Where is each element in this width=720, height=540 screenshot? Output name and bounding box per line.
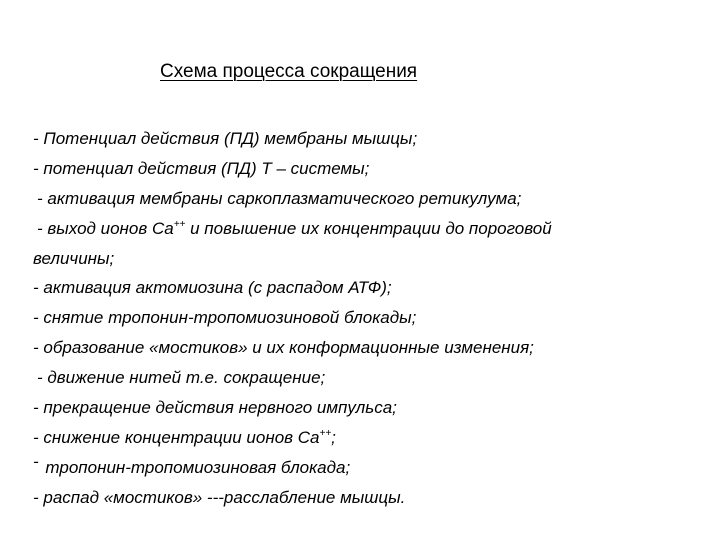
slide-title: Схема процесса сокращения <box>160 61 418 82</box>
step-text: и повышение их концентрации до пороговой <box>185 219 552 238</box>
list-item: - образование «мостиков» и их конформационные изменения; <box>33 338 534 357</box>
list-item: - потенциал действия (ПД) Т – системы; <box>33 159 370 178</box>
contraction-steps-list <box>33 124 693 513</box>
list-item-continuation: величины; <box>33 249 115 268</box>
list-item: - активация актомиозина (с распадом АТФ); <box>33 278 392 297</box>
list-item <box>33 423 693 453</box>
list-item: - Потенциал действия (ПД) мембраны мышцы; <box>33 129 418 148</box>
step-text: тропонин-тропомиозиновая блокада; <box>40 458 351 477</box>
bullet-dash: - <box>33 452 39 471</box>
ion-charge: ++ <box>319 428 332 439</box>
step-text: ; <box>331 428 336 447</box>
list-item <box>33 214 693 244</box>
step-text: - снижение концентрации ионов Ca <box>33 428 320 447</box>
ion-charge: ++ <box>173 219 186 230</box>
list-item: - активация мембраны саркоплазматического ретикулума; <box>37 189 522 208</box>
list-item <box>33 453 693 483</box>
list-item: - снятие тропонин-тропомиозиновой блокады; <box>33 308 417 327</box>
list-item: - движение нитей т.е. сокращение; <box>37 368 326 387</box>
list-item: - прекращение действия нервного импульса; <box>33 398 397 417</box>
list-item: - распад «мостиков» ---расслабление мышцы. <box>33 488 406 507</box>
step-text: - выход ионов Ca <box>37 219 174 238</box>
